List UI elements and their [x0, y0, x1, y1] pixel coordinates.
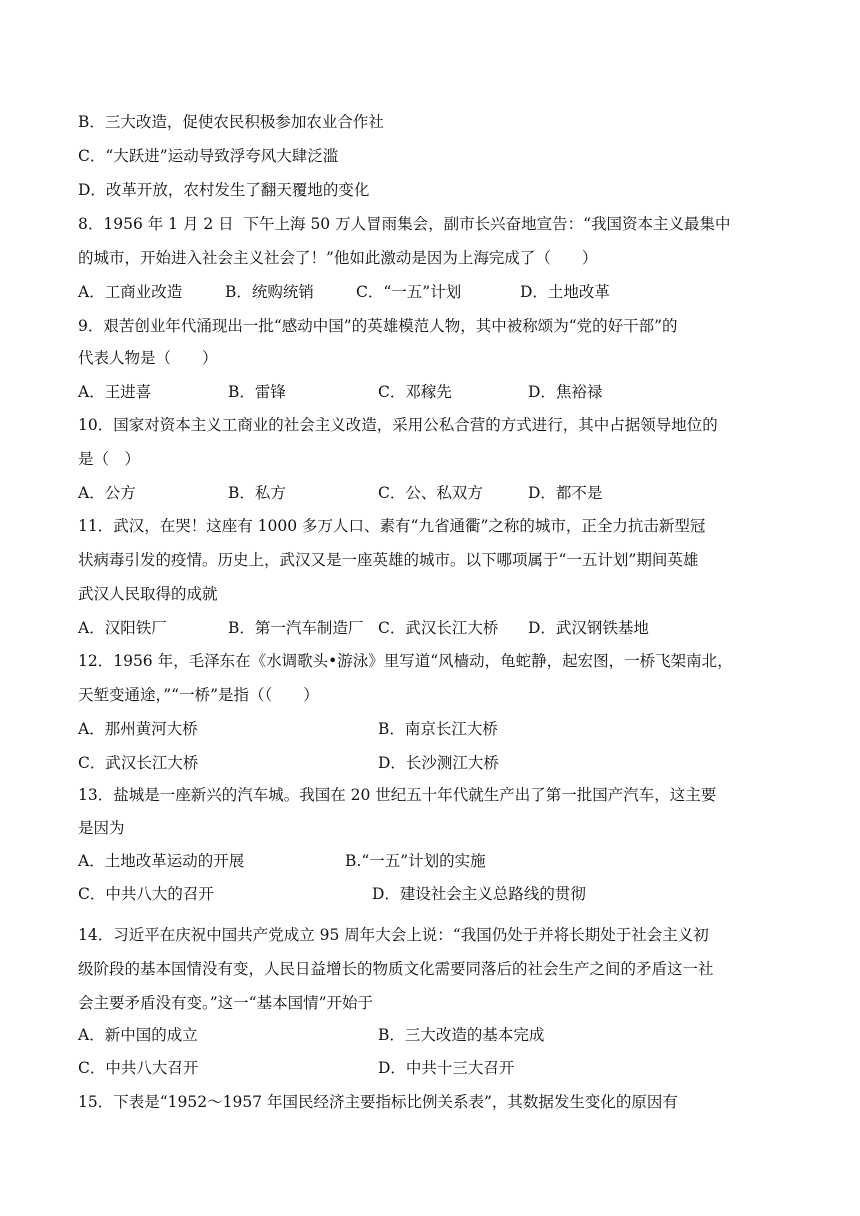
q10-option-d: D．都不是 [528, 484, 603, 502]
q11-stem-line1: 11．武汉，在哭！这座有 1000 多万人口、素有“九省通衢”之称的城市，正全力抗击新型冠 [78, 517, 706, 535]
q13-option-a: A．土地改革运动的开展 [78, 852, 245, 870]
q11-option-a: A．汉阳铁厂 [78, 619, 167, 637]
q11-stem-line3: 武汉人民取得的成就 [78, 585, 218, 603]
q10-option-a: A．公方 [78, 484, 136, 502]
q9-stem-line1: 9．艰苦创业年代涌现出一批“感动中国”的英雄模范人物，其中被称颂为“党的好干部”的 [78, 317, 678, 335]
q10-option-c: C．公、私双方 [378, 484, 483, 502]
q12-option-c: C．武汉长江大桥 [78, 754, 199, 772]
q14-stem-line1: 14．习近平在庆祝中国共产党成立 95 周年大会上说：“我国仍处于并将长期处于社会主义初 [78, 926, 709, 944]
q14-stem-line3: 会主要矛盾没有变。”这一“基本国情”开始于 [78, 994, 374, 1012]
q8-stem-line2: 的城市，开始进入社会主义社会了！”他如此激动是因为上海完成了（ ） [78, 249, 598, 267]
q7-option-c: C．“大跃进”运动导致浮夸风大肆泛滥 [78, 147, 339, 165]
q13-option-d: D．建设社会主义总路线的贯彻 [372, 885, 586, 903]
q14-option-c: C．中共八大召开 [78, 1059, 199, 1077]
q13-stem-line2: 是因为 [78, 819, 125, 837]
q13-option-b: B.“一五”计划的实施 [345, 852, 486, 870]
q13-stem-line1: 13．盐城是一座新兴的汽车城。我国在 20 世纪五十年代就生产出了第一批国产汽车，这主要 [78, 786, 717, 804]
q11-option-d: D．武汉钢铁基地 [528, 619, 649, 637]
q11-stem-line2: 状病毒引发的疫情。历史上，武汉又是一座英雄的城市。以下哪项属于“一五计划”期间英雄 [78, 551, 699, 569]
q9-option-d: D．焦裕禄 [528, 383, 603, 401]
q14-option-a: A．新中国的成立 [78, 1026, 198, 1044]
q9-stem-line2: 代表人物是（ ） [78, 349, 218, 367]
q14-option-b: B．三大改造的基本完成 [378, 1026, 545, 1044]
q10-option-b: B．私方 [228, 484, 286, 502]
q9-option-b: B．雷锋 [228, 383, 286, 401]
q8-option-b: B．统购统销 [225, 283, 314, 301]
q8-option-d: D．土地改革 [520, 283, 610, 301]
q12-option-a: A．那州黄河大桥 [78, 720, 198, 738]
q15-stem-line1: 15．下表是“1952～1957 年国民经济主要指标比例关系表”，其数据发生变化的原因有 [78, 1093, 678, 1111]
q11-option-c: C．武汉长江大桥 [378, 619, 499, 637]
q14-stem-line2: 级阶段的基本国情没有变，人民日益增长的物质文化需要同落后的社会生产之间的矛盾这一社 [78, 960, 714, 978]
q12-stem-line2: 天堑变通途，”“一桥”是指（（ ） [78, 686, 319, 704]
q9-option-a: A．王进喜 [78, 383, 152, 401]
q8-option-a: A．工商业改造 [78, 283, 183, 301]
q7-option-d: D．改革开放，农村发生了翻天覆地的变化 [78, 181, 370, 199]
q13-option-c: C．中共八大的召开 [78, 885, 214, 903]
q10-stem-line1: 10．国家对资本主义工商业的社会主义改造，采用公私合营的方式进行，其中占据领导地位的 [78, 416, 718, 434]
q10-stem-line2: 是（ ） [78, 450, 141, 468]
q12-option-b: B．南京长江大桥 [378, 720, 498, 738]
q12-option-d: D．长沙测江大桥 [378, 754, 499, 772]
q7-option-b: B．三大改造，促使农民积极参加农业合作社 [78, 113, 384, 131]
q8-option-c: C．“一五”计划 [356, 283, 462, 301]
q11-option-b: B．第一汽车制造厂 [228, 619, 364, 637]
q9-option-c: C．邓稼先 [378, 383, 452, 401]
q12-stem-line1: 12．1956 年，毛泽东在《水调歌头•游泳》里写道“风樯动，龟蛇静，起宏图，一桥飞架南北， [78, 652, 733, 670]
q8-stem-line1: 8．1956 年 1 月 2 日 下午上海 50 万人冒雨集会，副市长兴奋地宣告：“我国资本主义最集中 [78, 215, 731, 233]
q14-option-d: D．中共十三大召开 [378, 1059, 515, 1077]
